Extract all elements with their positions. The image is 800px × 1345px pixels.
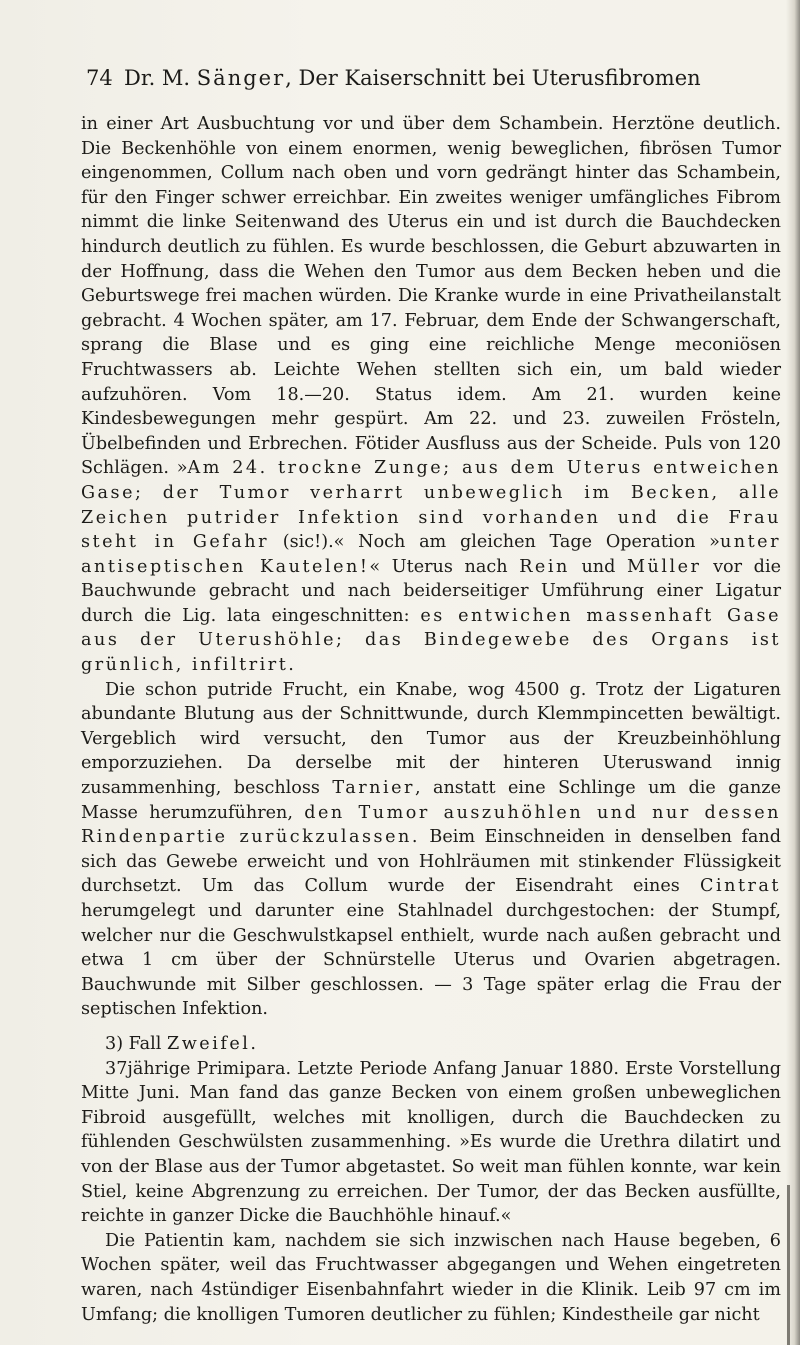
article-title: , Der Kaiserschnitt bei Uterusfibromen	[285, 66, 701, 90]
text-run: Die Patientin kam, nachdem sie sich inzwischen nach Hause begeben, 6 Wochen später, weil das Fruchtwasser abgegangen und Wehen eingetreten waren, nach 4stündiger Eisenbahnfahrt wieder in die Klinik. Leib 97 cm im Umfang; die knolligen Tumoren deutlicher zu fühlen; Kindestheile gar nicht	[81, 1230, 781, 1325]
paragraph	[81, 1057, 781, 1229]
text-run: 3) Fall	[105, 1033, 167, 1054]
body-text	[81, 112, 781, 1327]
running-head-title	[124, 66, 701, 90]
text-run: und	[569, 556, 628, 577]
spaced-emphasis-text: den Tumor auszuhöhlen und nur dessen Rindenpartie zurückzulassen.	[81, 802, 781, 848]
text-run: « Uterus nach	[369, 556, 520, 577]
page-edge-shadow	[786, 0, 800, 1345]
author-name: Sänger	[196, 66, 286, 90]
text-run: , anstatt eine Schlinge um die ganze Masse herumzuführen,	[81, 778, 781, 823]
text-run: 37jährige Primipara. Letzte Periode Anfang Januar 1880. Erste Vorstellung Mitte Juni. Man fand das ganze Becken von einem großen unbeweglichen Fibroid ausgefüllt, welches mit knolligen, durch die Bauchdecken zu fühlenden Geschwülsten zusammenhing. »Es wurde die Urethra dilatirt und von der Blase aus der Tumor abgetastet. So weit man fühlen konnte, war kein Stiel, keine Abgrenzung zu erreichen. Der Tumor, der das Becken ausfüllte, reichte in ganzer Dicke die Bauchhöhle hinauf.«	[81, 1058, 781, 1227]
text-run: (sic!).« Noch am gleichen Tage Operation »	[269, 532, 720, 553]
paragraph	[81, 678, 781, 1022]
author-prefix: Dr. M.	[124, 66, 197, 90]
spaced-emphasis-text: unter antiseptischen Kautelen!	[81, 532, 781, 577]
case-heading	[81, 1032, 781, 1057]
running-header	[86, 66, 776, 96]
text-run: in einer Art Ausbuchtung vor und über dem Schambein. Herztöne deutlich. Die Beckenhöhle von einem enormen, wenig beweglichen, fibrösen Tumor eingenommen, Collum nach oben und vorn gedrängt hinter das Schambein, für den Finger schwer erreichbar. Ein zweites weniger umfängliches Fibrom nimmt die linke Seitenwand des Uterus ein und ist durch die Bauchdecken hindurch deutlich zu fühlen. Es wurde beschlossen, die Geburt abzuwarten in der Hoffnung, dass die Wehen den Tumor aus dem Becken heben und die Geburtswege frei machen würden. Die Kranke wurde in eine Privatheilanstalt gebracht. 4 Wochen später, am 17. Februar, dem Ende der Schwangerschaft, sprang die Blase und es ging eine reichliche Menge meconiösen Fruchtwassers ab. Leichte Wehen stellten sich ein, um bald wieder aufzuhören. Vom 18.—20. Status idem. Am 21. wurden keine Kindesbewegungen mehr gespürt. Am 22. und 23. zuweilen Frösteln, Übelbefinden und Erbrechen. Fötider Ausfluss aus der Scheide. Puls von 120 Schlägen. »	[81, 114, 781, 479]
spaced-emphasis-text: Cintrat	[700, 876, 781, 897]
spaced-emphasis-text: Rein	[519, 556, 570, 577]
paragraph	[81, 112, 781, 678]
text-run: Beim Einschneiden in denselben fand sich das Gewebe erweicht und von Hohlräumen mit stinkender Flüssigkeit durchsetzt. Um das Collum wurde der Eisendraht eines	[81, 827, 781, 897]
spaced-emphasis-text: Tarnier	[332, 778, 415, 799]
spaced-emphasis-text: es entwichen massenhaft Gase aus der Uterushöhle; das Bindegewebe des Organs ist grünlich, infiltrirt.	[81, 605, 781, 676]
paragraph	[81, 1229, 781, 1327]
text-run: Die schon putride Frucht, ein Knabe, wog 4500 g. Trotz der Ligaturen abundante Blutung aus der Schnittwunde, durch Klemmpincetten bewältigt. Vergeblich wird versucht, den Tumor aus der Kreuzbeinhöhlung emporzuziehen. Da derselbe mit der hinteren Uteruswand innig zusammenhing, beschloss	[81, 679, 781, 799]
spaced-emphasis-text: Am 24. trockne Zunge; aus dem Uterus entweichen Gase; der Tumor verharrt unbeweglich im Becken, alle Zeichen putrider Infektion sind vorhanden und die Frau steht in Gefahr	[81, 458, 781, 553]
binding-mark	[787, 1185, 790, 1345]
text-run: herumgelegt und darunter eine Stahlnadel durchgestochen: der Stumpf, welcher nur die Geschwulstkapsel enthielt, wurde nach außen gebracht und etwa 1 cm über der Schnürstelle Uterus und Ovarien abgetragen. Bauchwunde mit Silber geschlossen. — 3 Tage später erlag die Frau der septischen Infektion.	[81, 901, 781, 1020]
spaced-emphasis-text: Zweifel	[167, 1033, 251, 1054]
text-run: vor die Bauchwunde gebracht und nach beiderseitiger Umführung einer Ligatur durch die Lig. lata eingeschnitten:	[81, 556, 781, 626]
page-number: 74	[86, 66, 113, 90]
spaced-emphasis-text: Müller	[627, 556, 702, 577]
text-run: .	[250, 1033, 256, 1054]
